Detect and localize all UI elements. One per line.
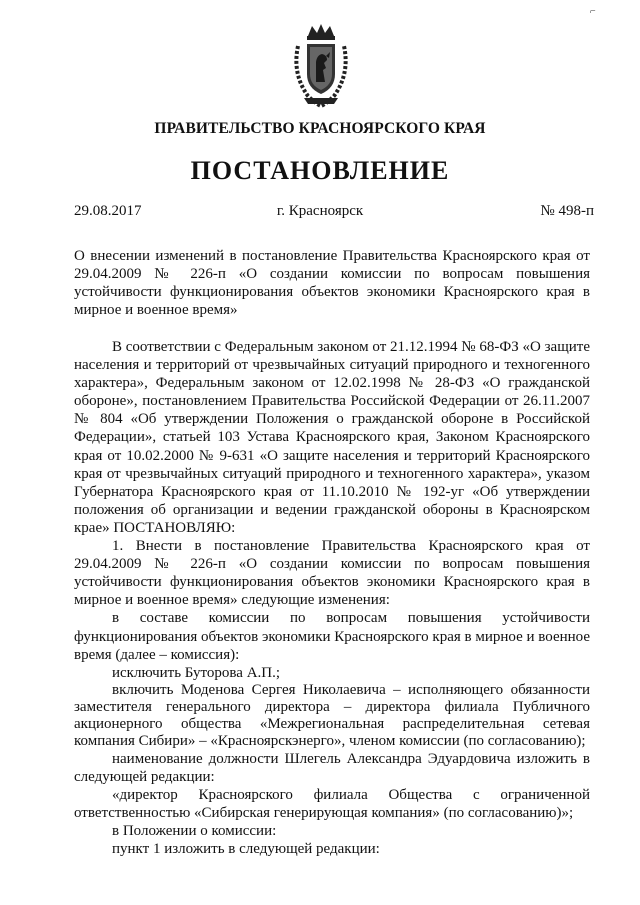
document-number: № 498-п xyxy=(540,203,594,219)
document-topic: О внесении изменений в постановление Правительства Красноярского края от 29.04.2009 № 226-п «О создании комиссии по вопросам повышения устойчивости функционирования объектов экономики Красноярского края в мирное и военное время» xyxy=(74,248,590,318)
corner-mark: ⌐ xyxy=(590,6,596,17)
paragraph-exclude: исключить Буторова А.П.; xyxy=(112,664,281,681)
document-city: г. Красноярск xyxy=(276,203,364,219)
paragraph-include: включить Моденова Сергея Николаевича – исполняющего обязанности заместителя генерального директора – директора филиала Публичного акционерного общества «Межрегиональная распределительная сетевая компания Сибири» – «Красноярскэнерго», членом комиссии (по согласованию); xyxy=(74,681,590,749)
paragraph-preamble: В соответствии с Федеральным законом от 21.12.1994 № 68-ФЗ «О защите населения и территорий от чрезвычайных ситуаций природного и техногенного характера», Федеральным законом от 12.02.1998 № 28-ФЗ «О гражданской обороне», постановлением Правительства Российской Федерации от 26.11.2007 № 804 «Об утверждении Положения о гражданской обороне в Российской Федерации», статьей 103 Устава Красноярского края, Законом Красноярского края от 10.02.2000 № 9-631 «О защите населения и территорий Красноярского края от чрезвычайных ситуаций природного и техногенного характера», указом Губернатора Красноярского края от 11.10.2010 № 192-уг «Об утверждении положения об организации и ведении гражданской обороны в Красноярском крае» ПОСТАНОВЛЯЮ: xyxy=(74,339,590,536)
document-type-title: ПОСТАНОВЛЕНИЕ xyxy=(190,156,450,185)
paragraph-regulation: в Положении о комиссии: xyxy=(112,823,277,840)
government-name: ПРАВИТЕЛЬСТВО КРАСНОЯРСКОГО КРАЯ xyxy=(154,120,486,137)
paragraph-new-position: «директор Красноярского филиала Общества с ограниченной ответственностью «Сибирская генерирующая компания» (по согласованию)»; xyxy=(74,786,590,822)
paragraph-item-1: 1. Внести в постановление Правительства Красноярского края от 29.04.2009 № 226-п «О создании комиссии по вопросам повышения устойчивости функционирования объектов экономики Красноярского края в мирное и военное время» следующие изменения: xyxy=(74,538,590,609)
paragraph-rename-position: наименование должности Шлегель Александра Эдуардовича изложить в следующей редакции: xyxy=(74,750,590,785)
document-date: 29.08.2017 xyxy=(74,203,142,219)
paragraph-commission-composition: в составе комиссии по вопросам повышения устойчивости функционирования объектов экономики Красноярского края в мирное и военное время (далее – комиссия): xyxy=(74,610,590,663)
document-body xyxy=(74,338,590,858)
paragraph-point-1: пункт 1 изложить в следующей редакции: xyxy=(112,841,380,858)
coat-of-arms-emblem xyxy=(290,22,352,108)
